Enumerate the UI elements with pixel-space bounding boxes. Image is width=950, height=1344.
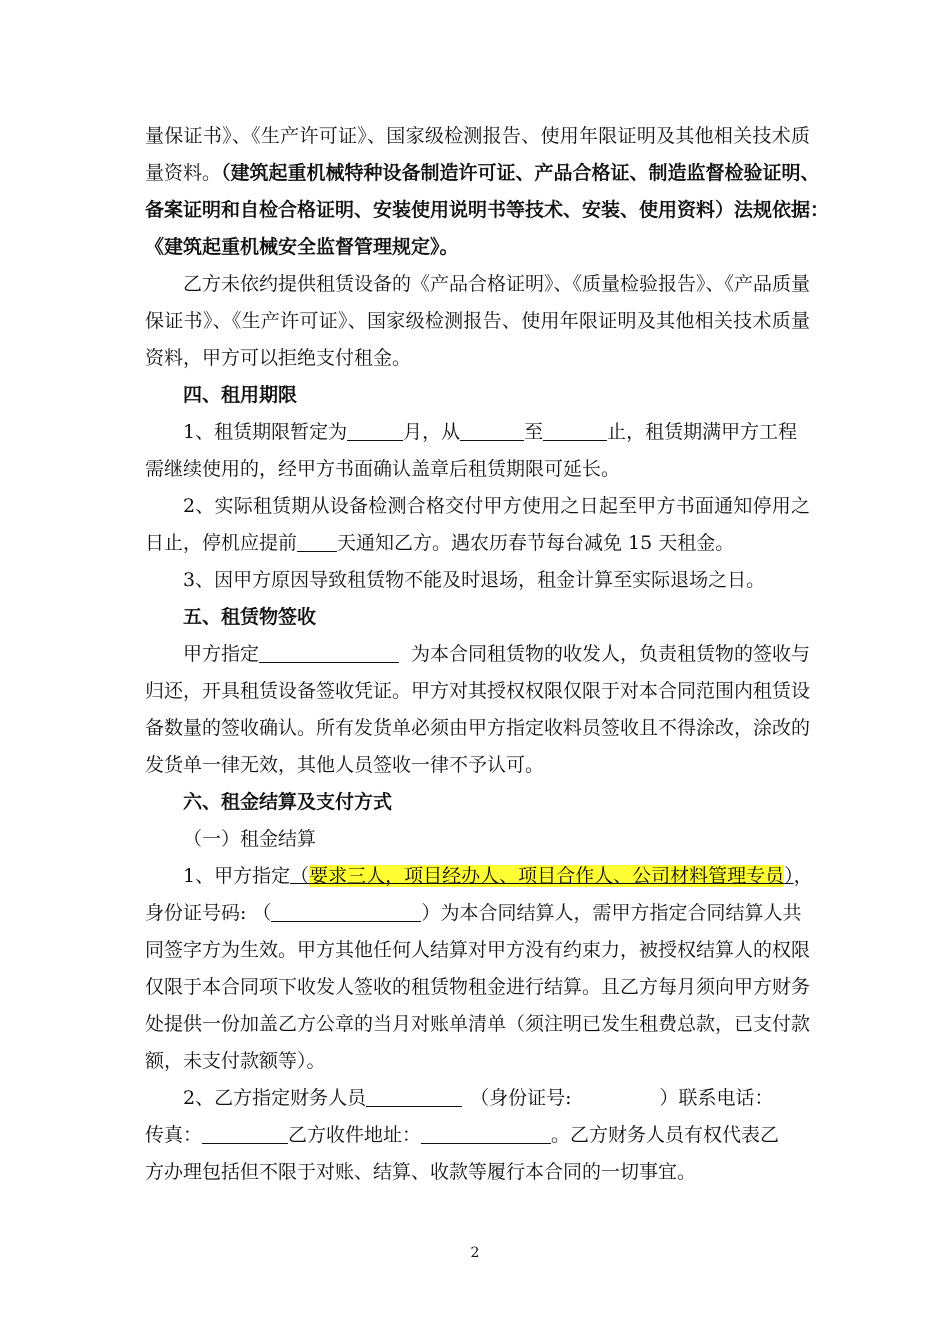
heading-text: 四、租用期限 xyxy=(183,384,298,406)
blank-id-number xyxy=(271,899,421,922)
text-fragment: （身份证号: xyxy=(470,1087,572,1109)
blank-receiver xyxy=(259,640,399,663)
section-heading-6 xyxy=(145,784,810,821)
text-bold: （建筑起重机械特种设备制造许可证、产品合格证、制造监督检验证明、 xyxy=(221,162,820,184)
text-fragment: ， xyxy=(793,865,813,887)
highlighted-requirement: 要求三人，项目经办人、项目合作人、公司材料管理专员 xyxy=(309,865,785,887)
text-fragment: 1、甲方指定 xyxy=(183,865,291,887)
text-line xyxy=(145,858,813,895)
text-fragment: ） xyxy=(421,902,441,924)
text-line: 量保证书》、《生产许可证》、国家级检测报告、使用年限证明及其他相关技术质 xyxy=(145,125,810,147)
text-line: 3、因甲方原因导致租赁物不能及时退场，租金计算至实际退场之日。 xyxy=(183,569,766,591)
blank-finance-person xyxy=(366,1084,462,1107)
text-fragment: 乙方收件地址： xyxy=(288,1124,422,1146)
text-line: 《建筑起重机械安全监督管理规定》。 xyxy=(145,236,459,258)
text-line xyxy=(145,414,810,451)
clause-5 xyxy=(145,636,810,784)
text-fragment: 甲方指定 xyxy=(183,643,260,665)
clause-6-2 xyxy=(145,1080,810,1191)
text-normal: 量资料。 xyxy=(145,162,222,184)
text-fragment: 天通知乙方。遇农历春节每台减免 15 天租金。 xyxy=(337,532,735,554)
text-line: 仅限于本合同项下收发人签收的租赁物租金进行结算。且乙方每月须向甲方财务 xyxy=(145,976,811,998)
text-fragment: 为本合同结算人，需甲方指定合同结算人共 xyxy=(440,902,802,924)
text-fragment: ） xyxy=(784,865,794,887)
text-line xyxy=(145,1117,810,1154)
blank-address xyxy=(421,1121,551,1144)
text-fragment: 为本合同租赁物的收发人，负责租赁物的签收与 xyxy=(411,643,811,665)
clause-4-2 xyxy=(145,488,810,562)
blank-start-date xyxy=(460,418,524,441)
clause-6-1 xyxy=(145,858,813,1080)
text-line: 保证书》、《生产许可证》、国家级检测报告、使用年限证明及其他相关技术质量 xyxy=(145,310,810,332)
text-line: 2、实际租赁期从设备检测合格交付甲方使用之日起至甲方书面通知停用之 xyxy=(183,495,810,517)
section-heading-5 xyxy=(145,599,810,636)
blank-months xyxy=(347,418,403,441)
text-line xyxy=(145,1080,810,1117)
text-line xyxy=(145,895,810,932)
blank-notice-days xyxy=(297,529,337,552)
heading-text: （一）租金结算 xyxy=(183,828,317,850)
text-fragment: 止，租赁期满甲方工程 xyxy=(607,421,798,443)
page-number: 2 xyxy=(470,1245,480,1261)
text-fragment: 传真： xyxy=(145,1124,203,1146)
text-line xyxy=(145,636,810,673)
clause-4-3 xyxy=(145,562,810,599)
text-line xyxy=(145,155,820,192)
paragraph-qualification-docs xyxy=(145,118,830,266)
subsection-heading-6-1 xyxy=(145,821,810,858)
paragraph-refuse-payment xyxy=(145,266,810,377)
heading-text: 六、租金结算及支付方式 xyxy=(183,791,393,813)
text-line: 乙方未依约提供租赁设备的《产品合格证明》、《质量检验报告》、《产品质量 xyxy=(183,273,811,295)
text-line: 备数量的签收确认。所有发货单必须由甲方指定收料员签收且不得涂改，涂改的 xyxy=(145,717,811,739)
text-line: 发货单一律无效，其他人员签收一律不予认可。 xyxy=(145,754,545,776)
text-fragment: 。乙方财务人员有权代表乙 xyxy=(551,1124,780,1146)
text-line: 备案证明和自检合格证明、安装使用说明书等技术、安装、使用资料）法规依据： xyxy=(145,199,830,221)
text-fragment: 1、租赁期限暂定为 xyxy=(183,421,348,443)
section-heading-4 xyxy=(145,377,810,414)
text-fragment: 月，从 xyxy=(403,421,461,443)
text-fragment: 身份证号码: xyxy=(145,902,247,924)
text-fragment: ）联系电话： xyxy=(659,1087,774,1109)
text-line: 同签字方为生效。甲方其他任何人结算对甲方没有约束力，被授权结算人的权限 xyxy=(145,939,811,961)
text-fragment: 2、乙方指定财务人员 xyxy=(183,1087,367,1109)
blank-end-date xyxy=(543,418,607,441)
text-fragment: 日止，停机应提前 xyxy=(145,532,298,554)
text-line: 需继续使用的，经甲方书面确认盖章后租赁期限可延长。 xyxy=(145,458,621,480)
text-line: 方办理包括但不限于对账、结算、收款等履行本合同的一切事宜。 xyxy=(145,1161,697,1183)
text-fragment: （ xyxy=(252,902,272,924)
text-line: 资料，甲方可以拒绝支付租金。 xyxy=(145,347,412,369)
text-line: 处提供一份加盖乙方公章的当月对账单清单（须注明已发生租费总款，已支付款 xyxy=(145,1013,811,1035)
text-fragment: （ xyxy=(290,865,310,887)
blank-fax xyxy=(202,1121,288,1144)
text-fragment: 至 xyxy=(524,421,544,443)
clause-4-1 xyxy=(145,414,810,488)
text-line: 额，未支付款额等）。 xyxy=(145,1050,326,1072)
text-line xyxy=(145,525,810,562)
text-line: 归还，开具租赁设备签收凭证。甲方对其授权权限仅限于对本合同范围内租赁设 xyxy=(145,680,811,702)
heading-text: 五、租赁物签收 xyxy=(183,606,317,628)
